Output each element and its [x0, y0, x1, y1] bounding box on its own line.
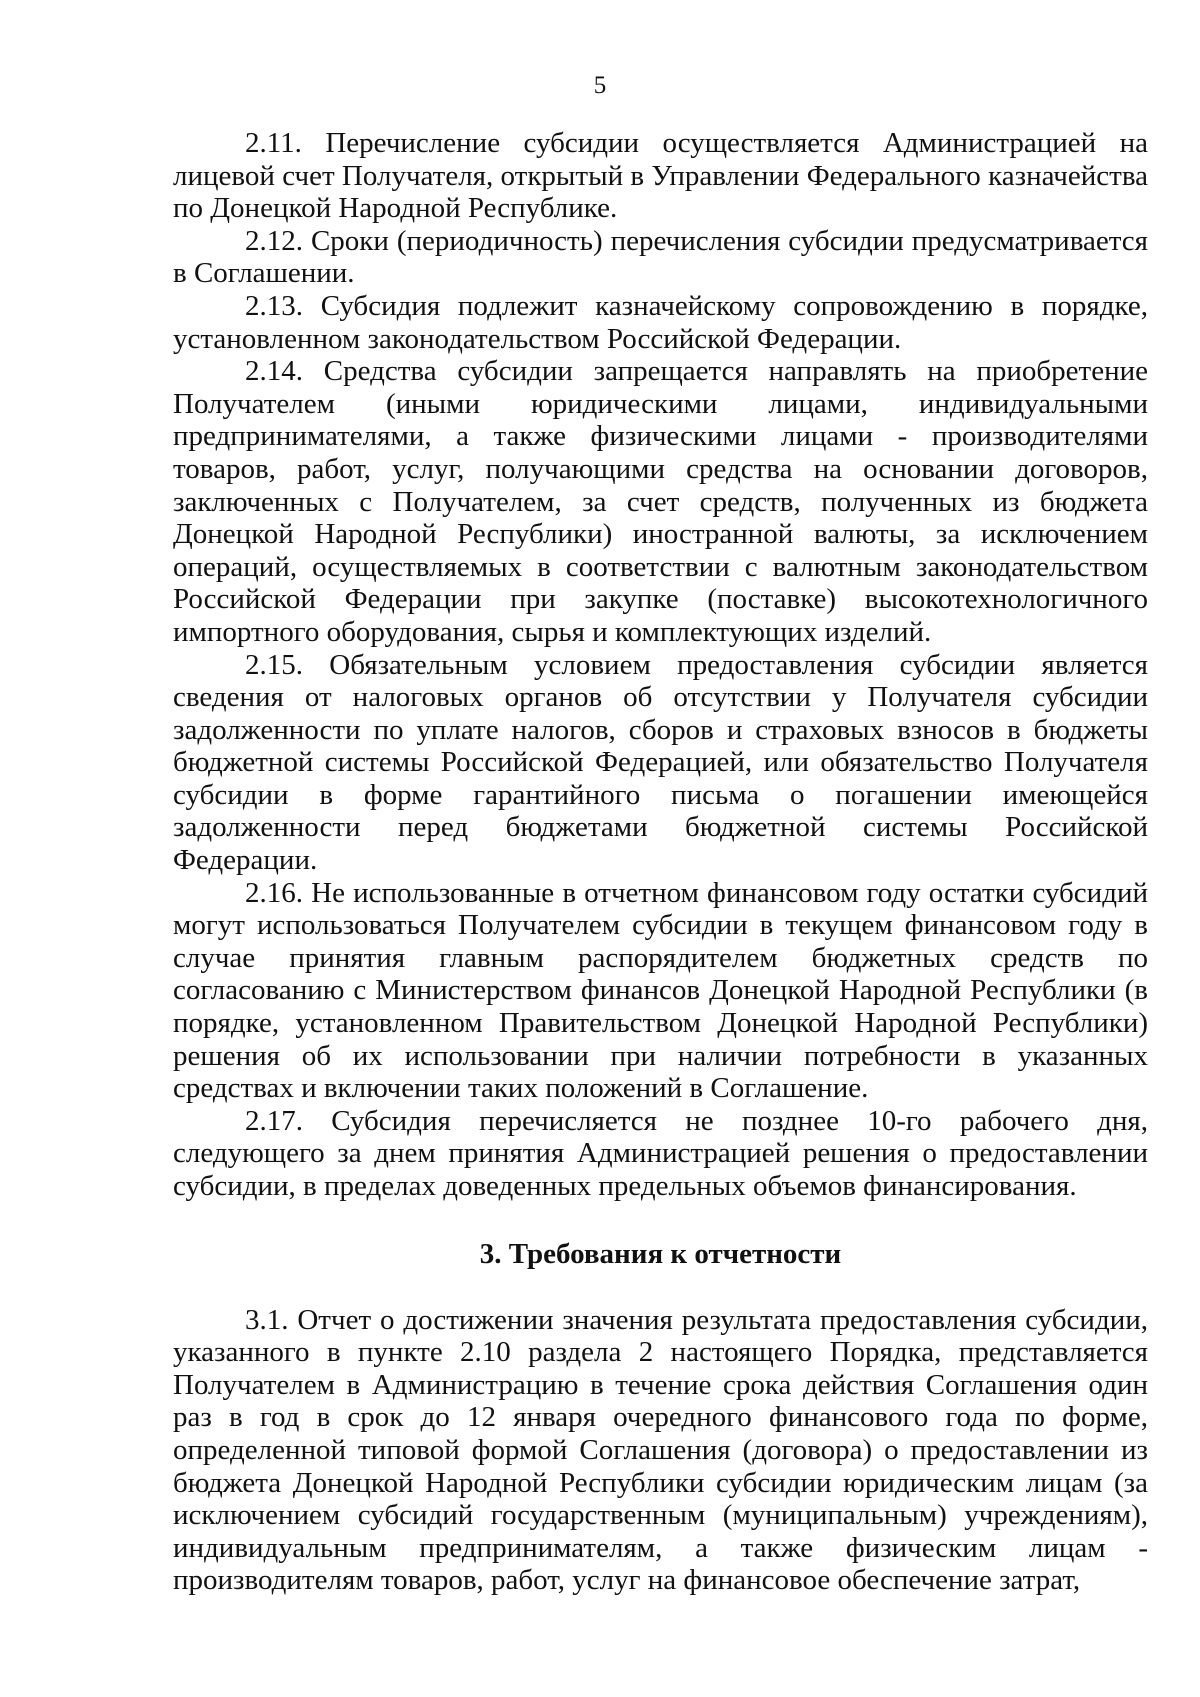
page-number: 5 — [593, 72, 607, 99]
section-3-heading: 3. Требования к отчетности — [479, 1237, 842, 1270]
document-body — [173, 127, 1148, 1597]
paragraph-2-13: 2.13. Субсидия подлежит казначейскому сопровождению в порядке, установленном законодательством Российской Федерации. — [173, 289, 1148, 355]
paragraph-3-1: 3.1. Отчет о достижении значения результата предоставления субсидии, указанного в пункте 2.10 раздела 2 настоящего Порядка, представляется Получателем в Администрацию в течение срока действия Соглашения один раз в год в срок до 12 января очередного финансового года по форме, определенной типовой формой Соглашения (договора) о предоставлении из бюджета Донецкой Народной Республики субсидии юридическим лицам (за исключением субсидий государственным (муниципальным) учреждениям), индивидуальным предпринимателям, а также физическим лицам - производителям товаров, работ, услуг на финансовое обеспечение затрат, — [173, 1303, 1148, 1597]
paragraph-2-16: 2.16. Не использованные в отчетном финансовом году остатки субсидий могут использоваться Получателем субсидии в текущем финансовом году в случае принятия главным распорядителем бюджетных средств по согласованию с Министерством финансов Донецкой Народной Республики (в порядке, установленном Правительством Донецкой Народной Республики) решения об их использовании при наличии потребности в указанных средствах и включении таких положений в Соглашение. — [173, 876, 1148, 1105]
paragraph-2-17: 2.17. Субсидия перечисляется не позднее 10-го рабочего дня, следующего за днем принятия Администрацией решения о предоставлении субсидии, в пределах доведенных предельных объемов финансирования. — [173, 1104, 1148, 1202]
paragraph-2-14: 2.14. Средства субсидии запрещается направлять на приобретение Получателем (иными юридическими лицами, индивидуальными предпринимателями, а также физическими лицами - производителями товаров, работ, услуг, получающими средства на основании договоров, заключенных с Получателем, за счет средств, полученных из бюджета Донецкой Народной Республики) иностранной валюты, за исключением операций, осуществляемых в соответствии с валютным законодательством Российской Федерации при закупке (поставке) высокотехнологичного импортного оборудования, сырья и комплектующих изделий. — [173, 355, 1148, 648]
paragraph-2-12: 2.12. Сроки (периодичность) перечисления субсидии предусматривается в Соглашении. — [173, 224, 1148, 290]
paragraph-2-15: 2.15. Обязательным условием предоставления субсидии является сведения от налоговых органов об отсутствии у Получателя субсидии задолженности по уплате налогов, сборов и страховых взносов в бюджеты бюджетной системы Российской Федерацией, или обязательство Получателя субсидии в форме гарантийного письма о погашении имеющейся задолженности перед бюджетами бюджетной системы Российской Федерации. — [173, 648, 1148, 877]
paragraph-2-11: 2.11. Перечисление субсидии осуществляется Администрацией на лицевой счет Получателя, открытый в Управлении Федерального казначейства по Донецкой Народной Республике. — [173, 127, 1148, 225]
